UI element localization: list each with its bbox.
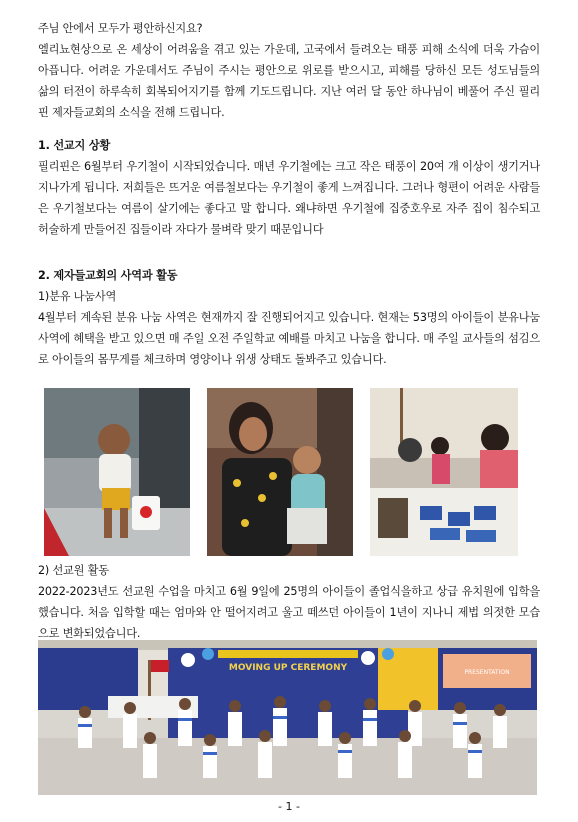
photo-child-with-bag	[44, 388, 190, 556]
photo-distribution-table	[370, 388, 518, 556]
subsection2-paragraph: 2022-2023년도 선교원 수업을 마치고 6월 9일에 25명의 아이들이 졸업식을하고 상급 유치원에 입학을 했습니다. 처음 입학할 때는 엄마와 안 떨어지려고 울고 떼쓰던 아이들이 1년이 지나니 제법 의젓한 모습으로 변화되었습니다.	[38, 585, 540, 640]
photo-mother-and-baby	[207, 388, 353, 556]
page-number: - 1 -	[278, 800, 300, 813]
opening-paragraph: 엘리뇨현상으로 온 세상이 어려움을 겪고 있는 가운데, 고국에서 들려오는 태풍 피해 소식에 더욱 가슴이 아픕니다. 어려운 가운데서도 주님이 주시는 평안으로 위로를 받으시고, 피해를 당하신 모든 성도님들의 삶의 터전이 하루속히 회복되어지기를 함께 기도드립니다. 지난 여러 달 동안 하나님이 베풀어 주신 필리핀 제자들교회의 소식을 전해 드립니다.	[38, 43, 540, 119]
section2-heading: 2. 제자들교회의 사역과 활동	[38, 269, 178, 282]
intro-line: 주님 안에서 모두가 평안하신지요?	[38, 22, 203, 35]
banner-text: MOVING UP CEREMONY	[228, 663, 348, 673]
subsection1-heading: 1)분유 나눔사역	[38, 290, 117, 303]
section1-paragraph: 필리핀은 6월부터 우기철이 시작되었습니다. 매년 우기철에는 크고 작은 태풍이 20여 개 이상이 생기거나 지나가게 됩니다. 저희들은 뜨거운 여름철보다는 우기철이 좋게 느껴집니다. 그러나 형편이 어려운 사람들은 우기철보다는 여름이 살기에는 좋다고 말 합니다. 왜냐하면 우기철에 집중호우로 자주 집이 침수되고 허술하게 만들어진 집들이라 자다가 물벼락 맞기 때문입니다	[38, 160, 540, 236]
photo-graduation-ceremony	[38, 640, 537, 795]
screen-text: PRESENTATION	[464, 669, 510, 676]
subsection2-heading: 2) 선교원 활동	[38, 564, 109, 577]
subsection1-paragraph: 4월부터 계속된 분유 나눔 사역은 현재까지 잘 진행되어지고 있습니다. 현재는 53명의 아이들이 분유나눔 사역에 혜택을 받고 있으면 매 주일 오전 주일학교 예배를 마치고 나눔을 합니다. 매 주일 교사들의 섬김으로 아이들의 몸무게를 체크하며 영양이나 위생 상태도 돌봐주고 있습니다.	[38, 311, 540, 366]
section1-heading: 1. 선교지 상황	[38, 139, 111, 152]
